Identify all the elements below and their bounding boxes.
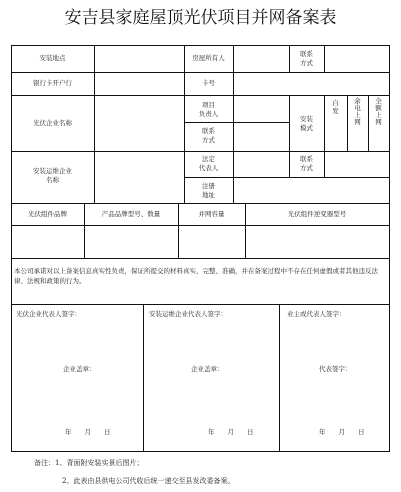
pv-rep-signature-label: 光伏企业代表人签字： [16, 310, 81, 318]
installer-company-label-a: 安装运维企业 [33, 167, 72, 175]
commitment-statement: 本公司承诺对以上备案信息真实性负责，保证所提交的材料真实、完整、准确，并在备案过程中不存在任何虚假或者其他违反法律、法规和政策的行为。 [14, 267, 378, 285]
installer-rep-signature-label: 安装运维企业代表人签字： [149, 310, 227, 318]
pv-company-label: 光伏企业名称 [33, 119, 72, 127]
inverter-model-label: 光伏组件逆变器型号 [287, 210, 347, 218]
owner-signature-label: 业主或代表人签字： [287, 310, 346, 318]
owner-representative-sign-label: 代表签字： [319, 365, 352, 373]
mode-surplus-d: 网 [354, 118, 361, 126]
mode-self-use-a: 自 [332, 99, 339, 107]
install-mode-label-a: 安装 [300, 115, 313, 123]
project-leader-label-a: 项目 [202, 101, 215, 109]
owner-sign-date: 年 月 日 [319, 428, 365, 436]
pv-company-seal-label: 企业盖章： [63, 365, 96, 373]
mode-full-a: 全 [375, 97, 382, 105]
mode-surplus-a: 余 [354, 97, 361, 105]
project-leader-label-b: 负责人 [198, 110, 219, 118]
legal-rep-label-b: 代表人 [198, 164, 219, 172]
installer-sign-date: 年 月 日 [208, 428, 254, 436]
installer-company-label-b: 名称 [46, 176, 59, 184]
registration-form-table [11, 45, 390, 452]
mode-full-d: 网 [375, 118, 382, 126]
reg-address-label-a: 注册 [202, 182, 215, 190]
contact-label-1b: 方式 [300, 59, 313, 67]
mode-self-use-b: 发 [332, 107, 339, 115]
mode-full-c: 上 [375, 111, 382, 119]
contact-label-3a: 联系 [300, 155, 313, 163]
document-title: 安吉县家庭屋顶光伏项目并网备案表 [64, 8, 337, 28]
contact-label-1a: 联系 [300, 50, 313, 58]
card-number-label: 卡号 [202, 79, 215, 87]
product-model-qty-label: 产品品牌型号、数量 [101, 210, 161, 218]
legal-rep-label-a: 法定 [202, 155, 215, 163]
contact-label-2a: 联系 [202, 127, 215, 135]
footnote-1: 备注：1、背面附安装实景后图片； [34, 459, 144, 467]
bank-account-label: 银行卡开户行 [33, 79, 72, 87]
installer-company-seal-label: 企业盖章： [191, 365, 224, 373]
contact-label-2b: 方式 [202, 136, 215, 144]
house-owner-label: 房屋所有人 [192, 54, 225, 62]
install-mode-label-b: 模式 [300, 124, 313, 132]
pv-sign-date: 年 月 日 [65, 428, 111, 436]
mode-surplus-c: 上 [354, 111, 361, 119]
install-site-label: 安装地点 [39, 54, 66, 62]
footnote-2: 2、此表由县供电公司代收后统一递交至县发改委备案。 [62, 477, 235, 485]
contact-label-3b: 方式 [300, 164, 313, 172]
mode-surplus-b: 电 [354, 104, 361, 112]
module-brand-label: 光伏组件品牌 [28, 210, 67, 218]
mode-full-b: 额 [375, 104, 382, 112]
grid-capacity-label: 并网容量 [198, 210, 225, 218]
reg-address-label-b: 地址 [202, 191, 215, 199]
